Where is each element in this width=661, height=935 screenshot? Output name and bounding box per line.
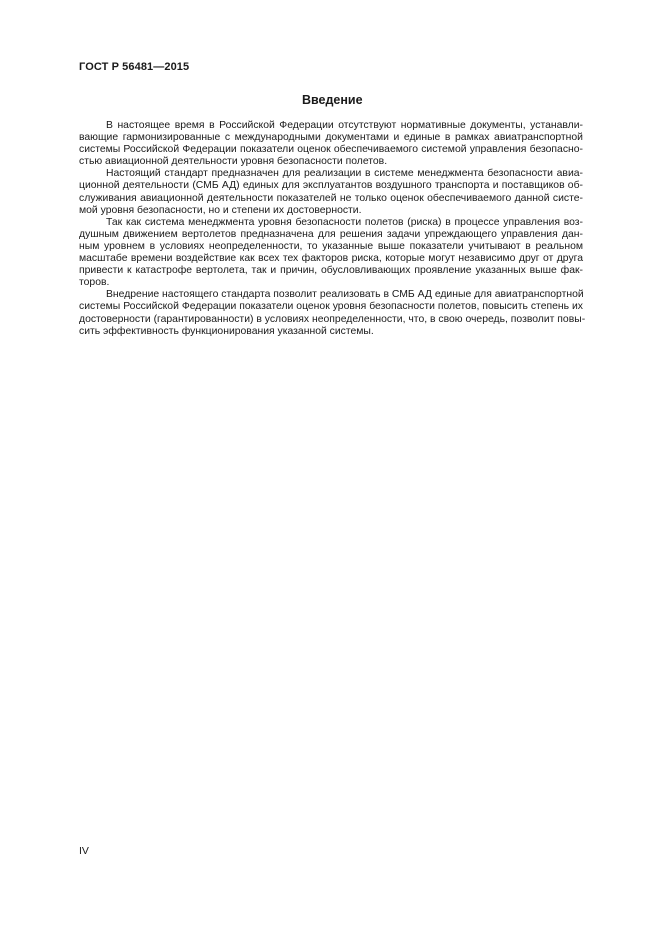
text-line: привести к катастрофе вертолета, так и причин, обусловливающих проявление указанных выше фак-: [79, 265, 583, 277]
text-line: торов.: [79, 277, 110, 289]
document-code: ГОСТ Р 56481—2015: [79, 61, 190, 73]
page-title: Введение: [302, 93, 363, 107]
text-line: Внедрение настоящего стандарта позволит реализовать в СМБ АД единые для авиатранспортной: [106, 289, 584, 301]
text-line: системы Российской Федерации показатели оценок уровня безопасности полетов, повысить степень их: [79, 301, 583, 313]
page-number: IV: [79, 845, 89, 857]
text-line: масштабе времени воздействие как всех тех факторов риска, которые могут независимо друг от друга: [79, 253, 583, 265]
introduction-body: [79, 120, 586, 338]
text-line: служивания авиационной деятельности показателей не только оценок обеспечиваемого данной систе-: [79, 192, 583, 204]
paragraph-3: [79, 217, 583, 290]
paragraph-4: [79, 289, 586, 337]
text-line: достоверности (гарантированности) в условиях неопределенности, что, в свою очередь, позволит повы-: [79, 313, 586, 325]
text-line: мой уровня безопасности, но и степени их достоверности.: [79, 204, 362, 216]
text-line: сить эффективность функционирования указанной системы.: [79, 325, 374, 337]
text-line: Так как система менеджмента уровня безопасности полетов (риска) в процессе управления воз-: [106, 216, 583, 228]
text-line: ционной деятельности (СМБ АД) единых для эксплуатантов воздушного транспорта и поставщиков об-: [79, 180, 583, 192]
text-line: ным уровнем в условиях неопределенности, то указанные выше показатели учитывают в реальном: [79, 240, 583, 252]
text-line: стью авиационной деятельности уровня безопасности полетов.: [79, 156, 388, 168]
text-line: Настоящий стандарт предназначен для реализации в системе менеджмента безопасности авиа-: [106, 168, 583, 180]
paragraph-1: [79, 120, 583, 168]
text-line: системы Российской Федерации показатели оценок обеспечиваемого системой управления безопасно-: [79, 144, 583, 156]
paragraph-2: [79, 168, 583, 216]
text-line: В настоящее время в Российской Федерации отсутствуют нормативные документы, устанавли-: [106, 120, 583, 131]
text-line: душным движением вертолетов предназначена для решения задачи упреждающего управления дан-: [79, 228, 583, 240]
text-line: вающие гармонизированные с международными документами и единые в рамках авиатранспортной: [79, 132, 583, 144]
